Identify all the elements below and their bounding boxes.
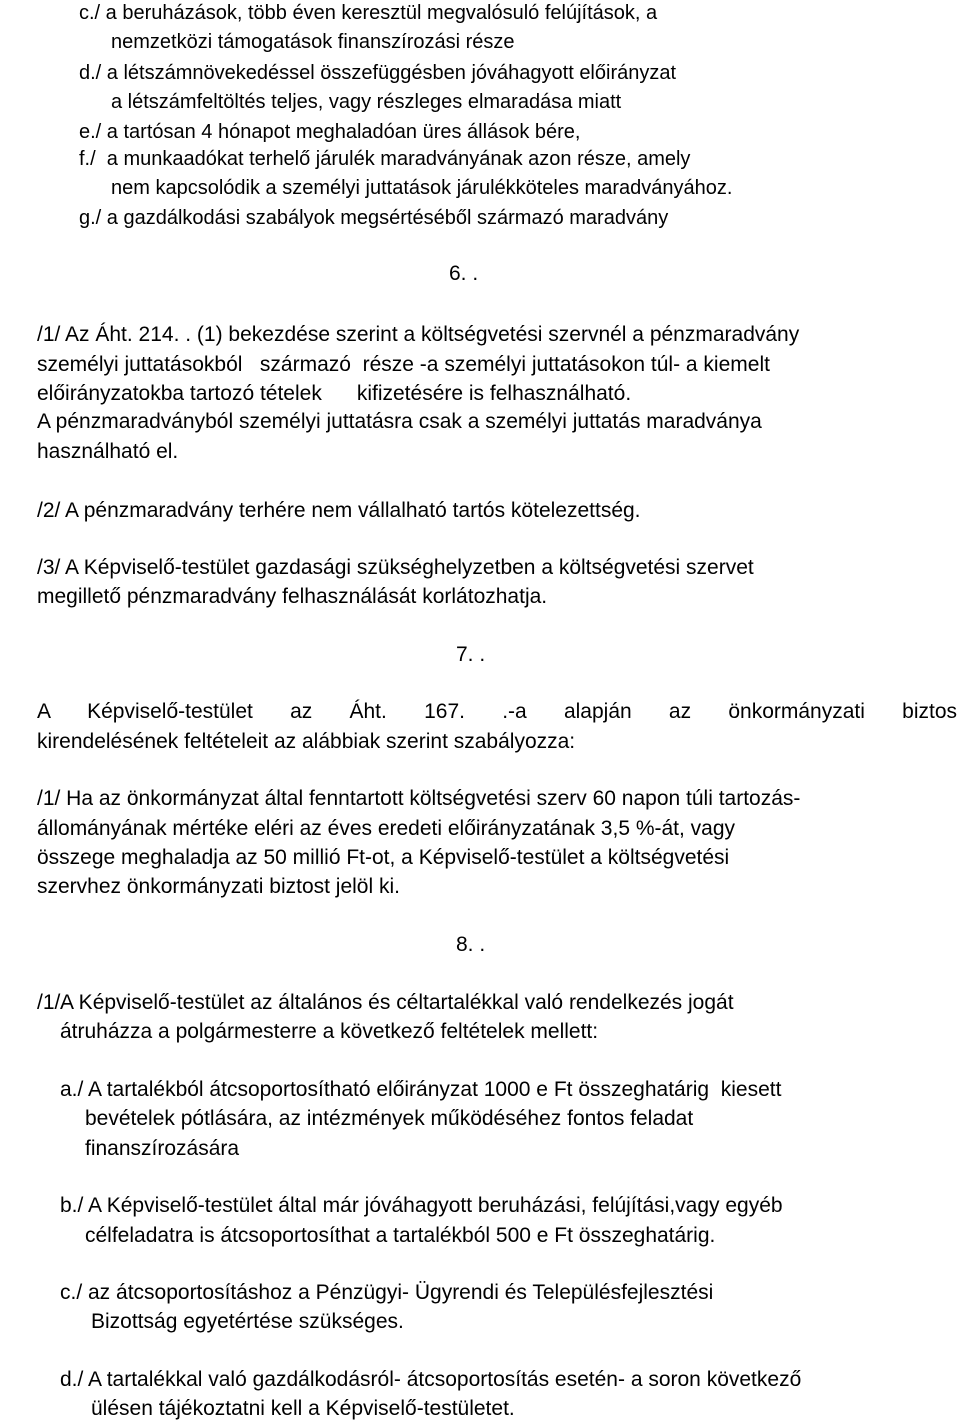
list-item-d-line2: a létszámfeltöltés teljes, vagy részleges elmaradása miatt — [111, 91, 622, 113]
section-6-para-1-line-5: használható el. — [37, 440, 179, 463]
section-8-para-1-line-1: A Képviselő-testület az általános és céltartalékkal való rendelkezés jogát — [60, 991, 734, 1014]
section-7-para-1-line-3: összege meghaladja az 50 millió Ft-ot, a Képviselő-testület a költségvetési — [37, 846, 730, 869]
list-item-f-line2: nem kapcsolódik a személyi juttatások járulékköteles maradványához. — [111, 177, 733, 199]
section-7-number: 7. . — [456, 643, 486, 666]
section-8-item-a-line-3: finanszírozására — [85, 1137, 240, 1160]
list-item-d-line1: d./ a létszámnövekedéssel összefüggésben jóváhagyott előirányzat — [79, 62, 677, 84]
section-7-intro-line-1: A Képviselő-testület az Áht. 167. .-a alapján az önkormányzati biztos — [37, 700, 957, 723]
section-6-para-3-line-1: /3/ A Képviselő-testület gazdasági szükséghelyzetben a költségvetési szervet — [37, 556, 754, 579]
section-7-para-1-line-2: állományának mértéke eléri az éves eredeti előirányzatának 3,5 %-át, vagy — [37, 817, 736, 840]
section-6-para-2-line-1: /2/ A pénzmaradvány terhére nem vállalható tartós kötelezettség. — [37, 499, 641, 522]
section-6-para-3-line-2: megillető pénzmaradvány felhasználását korlátozhatja. — [37, 585, 548, 608]
list-item-g-line1: g./ a gazdálkodási szabályok megsértéséből származó maradvány — [79, 207, 669, 229]
section-8-item-a-line-2: bevételek pótlására, az intézmények működéséhez fontos feladat — [85, 1107, 694, 1130]
section-6-para-1-line-2: személyi juttatásokból származó része -a személyi juttatásokon túl- a kiemelt — [37, 353, 770, 376]
section-6-number: 6. . — [449, 262, 479, 285]
section-7-intro-line-2: kirendelésének feltételeit az alábbiak szerint szabályozza: — [37, 730, 576, 753]
section-8-item-a-line-1: a./ A tartalékból átcsoportosítható előirányzat 1000 e Ft összeghatárig kiesett — [60, 1078, 782, 1101]
section-8-item-b-line-1: b./ A Képviselő-testület által már jóváhagyott beruházási, felújítási,vagy egyéb — [60, 1194, 783, 1217]
list-item-e-line1: e./ a tartósan 4 hónapot meghaladóan üres állások bére, — [79, 121, 581, 143]
list-item-c-line1: c./ a beruházások, több éven keresztül megvalósuló felújítások, a — [79, 2, 658, 24]
section-7-para-1-line-4: szervhez önkormányzati biztost jelöl ki. — [37, 875, 400, 898]
section-6-para-1-line-4: A pénzmaradványból személyi juttatásra csak a személyi juttatás maradványa — [37, 410, 762, 433]
list-item-f-line1: f./ a munkaadókat terhelő járulék maradványának azon része, amely — [79, 148, 691, 170]
section-6-para-1-line-3: előirányzatokba tartozó tételek kifizetésére is felhasználható. — [37, 382, 632, 405]
section-8-item-b-line-2: célfeladatra is átcsoportosíthat a tartalékból 500 e Ft összeghatárig. — [85, 1224, 716, 1247]
section-8-item-d-line-1: d./ A tartalékkal való gazdálkodásról- átcsoportosítás esetén- a soron következő — [60, 1368, 802, 1391]
section-6-para-1-line-1: /1/ Az Áht. 214. . (1) bekezdése szerint a költségvetési szervnél a pénzmaradvány — [37, 323, 800, 346]
list-item-c-line2: nemzetközi támogatások finanszírozási része — [111, 31, 515, 53]
section-8-item-c-line-2: Bizottság egyetértése szükséges. — [91, 1310, 404, 1333]
section-8-item-c-line-1: c./ az átcsoportosításhoz a Pénzügyi- Ügyrendi és Településfejlesztési — [60, 1281, 714, 1304]
section-8-item-d-line-2: ülésen tájékoztatni kell a Képviselő-testületet. — [91, 1397, 515, 1420]
section-8-para-1-line-2: átruházza a polgármesterre a következő feltételek mellett: — [60, 1020, 599, 1043]
section-8-number: 8. . — [456, 933, 486, 956]
section-7-para-1-line-1: /1/ Ha az önkormányzat által fenntartott költségvetési szerv 60 napon túli tartozás- — [37, 787, 801, 810]
section-8-para-1-marker: /1/ — [37, 991, 61, 1014]
